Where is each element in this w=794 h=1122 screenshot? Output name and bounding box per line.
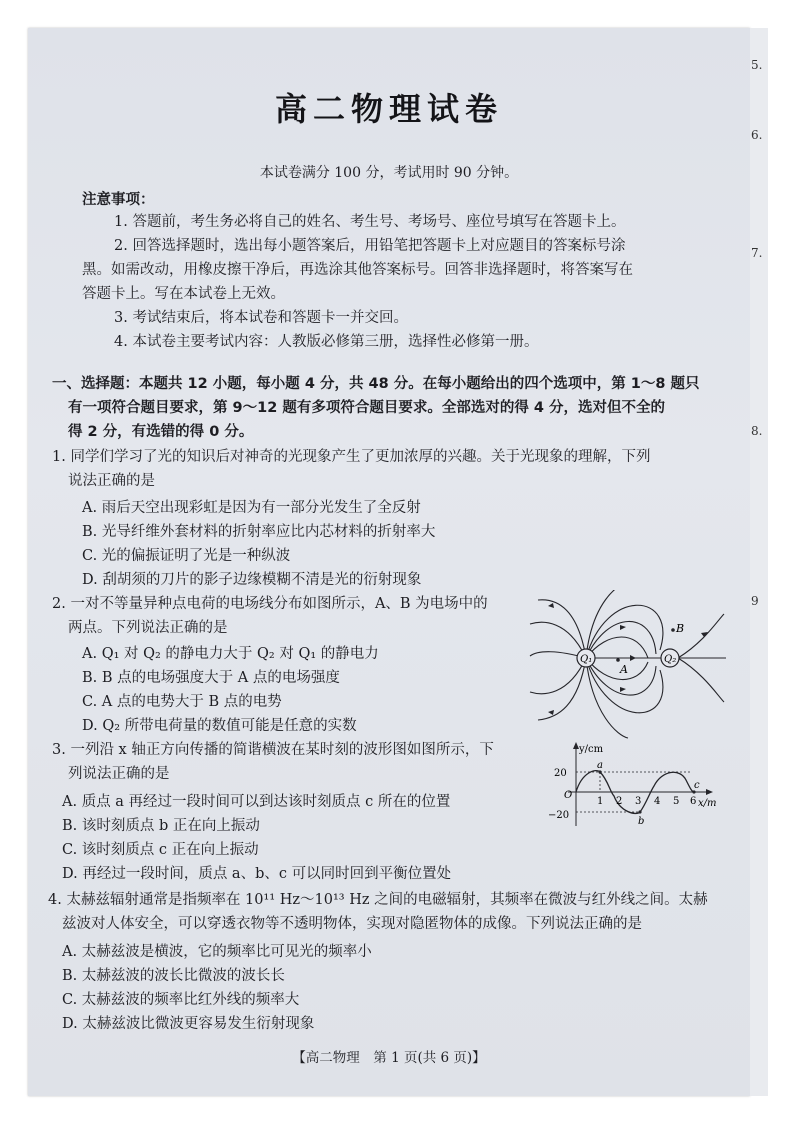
label-b: B (676, 622, 685, 635)
y-axis-label: y/cm (579, 744, 604, 755)
question-2-option-d: D. Q₂ 所带电荷量的数值可能是任意的实数 (82, 718, 357, 734)
next-page-edge (750, 28, 768, 1096)
y-tick-neg20: −20 (548, 810, 570, 821)
x-tick-1: 1 (597, 796, 604, 807)
question-3-option-a: A. 质点 a 再经过一段时间可以到达该时刻质点 c 所在的位置 (62, 794, 451, 810)
notice-item: 4. 本试卷主要考试内容：人教版必修第三册，选择性必修第一册。 (114, 334, 539, 350)
question-3-option-d: D. 再经过一段时间，质点 a、b、c 可以同时回到平衡位置处 (62, 866, 452, 882)
section-instructions: 得 2 分，有选错的得 0 分。 (68, 424, 254, 440)
notice-item: 答题卡上。写在本试卷上无效。 (82, 286, 285, 302)
exam-subtitle: 本试卷满分 100 分，考试用时 90 分钟。 (259, 165, 519, 181)
margin-number: 6. (751, 128, 763, 142)
question-2-option-a: A. Q₁ 对 Q₂ 的静电力大于 Q₂ 对 Q₁ 的静电力 (82, 646, 379, 662)
page-footer: 【高二物理 第 1 页(共 6 页)】 (292, 1050, 486, 1066)
notice-item: 黑。如需改动，用橡皮擦干净后，再选涂其他答案标号。回答非选择题时，将答案写在 (82, 262, 633, 278)
point-b (671, 628, 675, 632)
x-tick-6: 6 (690, 796, 697, 807)
question-4-stem: 4. 太赫兹辐射通常是指频率在 10¹¹ Hz～10¹³ Hz 之间的电磁辐射，其频率在微波与红外线之间。太赫 (48, 892, 708, 908)
point-a (616, 658, 620, 662)
point-a-label: a (597, 760, 603, 771)
x-tick-3: 3 (635, 796, 642, 807)
margin-number: 8. (751, 424, 763, 438)
notice-heading: 注意事项： (82, 192, 155, 208)
y-tick-20: 20 (554, 768, 567, 779)
question-1-option-c: C. 光的偏振证明了光是一种纵波 (82, 548, 291, 564)
point-b-label: b (638, 816, 645, 827)
question-4-option-b: B. 太赫兹波的波长比微波的波长长 (62, 968, 285, 984)
point-b-marker (638, 810, 641, 813)
question-2-stem: 2. 一对不等量异种点电荷的电场线分布如图所示，A、B 为电场中的 (52, 596, 488, 612)
question-2-stem: 两点。下列说法正确的是 (68, 620, 228, 636)
question-4-option-c: C. 太赫兹波的频率比红外线的频率大 (62, 992, 300, 1008)
question-3-stem: 3. 一列沿 x 轴正方向传播的简谐横波在某时刻的波形图如图所示，下 (52, 742, 494, 758)
margin-number: 7. (751, 246, 763, 260)
notice-item: 2. 回答选择题时，选出每小题答案后，用铅笔把答题卡上对应题目的答案标号涂 (114, 238, 626, 254)
notice-item: 3. 考试结束后，将本试卷和答题卡一并交回。 (114, 310, 408, 326)
question-4-stem: 兹波对人体安全，可以穿透衣物等不透明物体，实现对隐匿物体的成像。下列说法正确的是 (62, 916, 642, 932)
notice-item: 1. 答题前，考生务必将自己的姓名、考生号、考场号、座位号填写在答题卡上。 (114, 214, 626, 230)
question-1-option-b: B. 光导纤维外套材料的折射率应比内芯材料的折射率大 (82, 524, 436, 540)
question-3-stem: 列说法正确的是 (68, 766, 170, 782)
x-tick-2: 2 (616, 796, 623, 807)
question-1-option-a: A. 雨后天空出现彩虹是因为有一部分光发生了全反射 (82, 500, 421, 516)
question-2-option-c: C. A 点的电势大于 B 点的电势 (82, 694, 282, 710)
section-instructions: 一、选择题：本题共 12 小题，每小题 4 分，共 48 分。在每小题给出的四个选项中，第 1～8 题只 (52, 376, 700, 392)
question-1-stem: 1. 同学们学习了光的知识后对神奇的光现象产生了更加浓厚的兴趣。关于光现象的理解，下列 (52, 449, 651, 465)
question-1-option-d: D. 刮胡须的刀片的影子边缘模糊不清是光的衍射现象 (82, 572, 422, 588)
x-axis-arrow (706, 789, 713, 795)
question-1-stem: 说法正确的是 (68, 473, 155, 489)
x-tick-4: 4 (654, 796, 661, 807)
exam-title: 高二物理试卷 (274, 90, 503, 128)
field-lines (530, 590, 726, 738)
question-4-option-d: D. 太赫兹波比微波更容易发生衍射现象 (62, 1016, 315, 1032)
question-3-option-c: C. 该时刻质点 c 正在向上振动 (62, 842, 259, 858)
electric-field-diagram (528, 590, 728, 740)
section-instructions: 有一项符合题目要求，第 9～12 题有多项符合题目要求。全部选对的得 4 分，选对但不全的 (68, 400, 666, 416)
label-q2: Q₂ (664, 654, 677, 665)
question-4-option-a: A. 太赫兹波是横波，它的频率比可见光的频率小 (62, 944, 372, 960)
x-axis-label: x/m (698, 798, 717, 809)
question-2-option-b: B. B 点的电场强度大于 A 点的电场强度 (82, 670, 340, 686)
margin-number: 9 (751, 594, 759, 608)
margin-number: 5. (751, 58, 763, 72)
wave-graph (538, 740, 718, 830)
exam-sheet (28, 28, 750, 1096)
label-a: A (620, 663, 628, 676)
point-c-label: c (694, 780, 700, 791)
x-tick-5: 5 (673, 796, 680, 807)
label-q1: Q₁ (580, 654, 593, 665)
origin-label: O (564, 790, 573, 801)
question-3-option-b: B. 该时刻质点 b 正在向上振动 (62, 818, 260, 834)
